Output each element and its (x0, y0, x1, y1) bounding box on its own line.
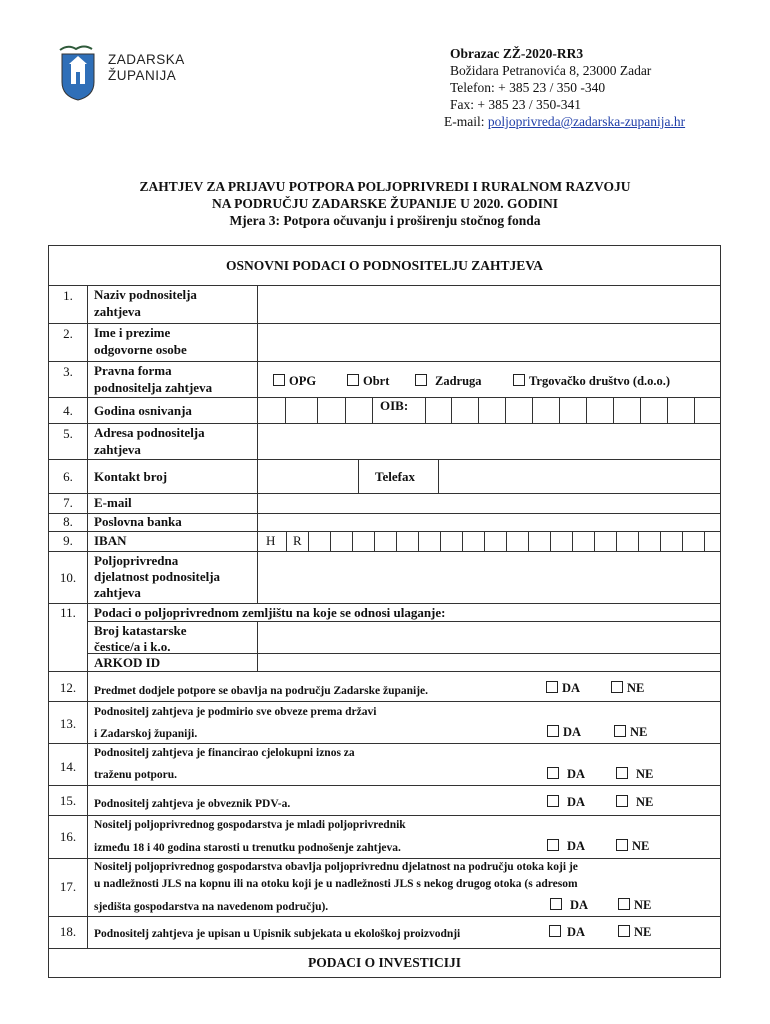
row-number: 5. (63, 426, 73, 441)
checkbox-icon[interactable] (611, 681, 623, 693)
q15-yes[interactable]: DA (547, 795, 585, 810)
question-text: u nadležnosti JLS na kopnu ili na otoku koji je u nadležnosti JLS s nekog drugog otoka (s adresom (94, 878, 578, 890)
row-number: 2. (63, 326, 73, 341)
field-label: Poslovna banka (94, 514, 182, 529)
title-line-3: Mjera 3: Potpora očuvanju i proširenju stočnog fonda (229, 213, 541, 228)
checkbox-icon[interactable] (618, 925, 630, 937)
question-text: Podnositelj zahtjeva je financirao cjelokupni iznos za (94, 747, 355, 759)
founding-year-input[interactable] (258, 398, 372, 423)
field-label: Naziv podnositelja (94, 287, 197, 302)
land-data-label: Podaci o poljoprivrednom zemljištu na koje se odnosi ulaganje: (94, 605, 446, 620)
question-text: i Zadarskoj županiji. (94, 728, 198, 740)
cadastral-parcel-input[interactable] (258, 622, 720, 653)
field-label: E-mail (94, 495, 132, 510)
email-input[interactable] (258, 494, 720, 513)
oib-input[interactable] (426, 398, 720, 423)
checkbox-icon[interactable] (513, 374, 525, 386)
q13-yes[interactable]: DA (547, 725, 581, 740)
question-text: Nositelj poljoprivrednog gospodarstva obavlja poljoprivrednu djelatnost na području otoka koji je (94, 861, 578, 873)
q15-no[interactable]: NE (616, 795, 653, 810)
email-link[interactable]: poljoprivreda@zadarska-zupanija.hr (487, 114, 686, 129)
bank-input[interactable] (258, 514, 720, 531)
field-label: Ime i prezime (94, 325, 171, 340)
q17-yes[interactable]: DA (550, 898, 588, 913)
field-label: ARKOD ID (94, 655, 161, 670)
q14-no[interactable]: NE (616, 767, 653, 782)
arkod-id-input[interactable] (258, 654, 720, 671)
section-investment-title: PODACI O INVESTICIJI (307, 955, 462, 970)
checkbox-icon[interactable] (546, 681, 558, 693)
checkbox-icon[interactable] (550, 898, 562, 910)
checkbox-icon[interactable] (549, 925, 561, 937)
field-label: zahtjeva (94, 585, 141, 600)
row-number: 17. (59, 879, 77, 894)
row-number: 10. (59, 570, 77, 585)
option-trgovacko-drustvo[interactable]: Trgovačko društvo (d.o.o.) (513, 374, 670, 389)
section-applicant-title: OSNOVNI PODACI O PODNOSITELJU ZAHTJEVA (225, 258, 544, 273)
option-obrt[interactable]: Obrt (347, 374, 389, 389)
row-number: 8. (63, 514, 73, 529)
telefax-input[interactable] (439, 460, 720, 493)
q16-no[interactable]: NE (616, 839, 649, 854)
row-number: 1. (63, 288, 73, 303)
checkbox-icon[interactable] (616, 767, 628, 779)
office-address: Božidara Petranovića 8, 23000 Zadar (450, 63, 652, 78)
row-number: 15. (59, 793, 77, 808)
row-number: 6. (63, 469, 73, 484)
activity-input[interactable] (258, 552, 720, 603)
iban-prefix-h: H (266, 533, 276, 548)
field-label: Poljoprivredna (94, 553, 179, 568)
q13-no[interactable]: NE (614, 725, 647, 740)
question-text: sjedišta gospodarstva na navedenom području). (94, 901, 329, 913)
row-number: 14. (59, 759, 77, 774)
logo-line-1: ZADARSKA (108, 52, 185, 67)
checkbox-icon[interactable] (547, 725, 559, 737)
title-line-2: NA PODRUČJU ZADARSKE ŽUPANIJE U 2020. GODINI (212, 196, 558, 211)
office-fax: Fax: + 385 23 / 350-341 (450, 97, 581, 112)
field-label: Adresa podnositelja (94, 425, 205, 440)
q14-yes[interactable]: DA (547, 767, 585, 782)
row-number: 13. (59, 716, 77, 731)
coat-of-arms-icon (56, 44, 100, 102)
title-line-1: ZAHTJEV ZA PRIJAVU POTPORA POLJOPRIVREDI I RURALNOM RAZVOJU (139, 179, 631, 194)
field-label: Pravna forma (94, 363, 172, 378)
field-label: zahtjeva (94, 304, 141, 319)
field-label: Broj katastarske (94, 623, 187, 638)
checkbox-icon[interactable] (614, 725, 626, 737)
option-zadruga[interactable]: Zadruga (415, 374, 482, 389)
row-number: 12. (59, 680, 77, 695)
checkbox-icon[interactable] (415, 374, 427, 386)
field-label: podnositelja zahtjeva (94, 380, 213, 395)
field-label: Kontakt broj (94, 469, 168, 484)
row-number: 11. (60, 605, 76, 620)
application-form-table (48, 245, 721, 978)
iban-prefix-r: R (293, 533, 302, 548)
row-number: 16. (59, 829, 77, 844)
checkbox-icon[interactable] (547, 795, 559, 807)
office-contact-block (444, 45, 686, 130)
field-label: Godina osnivanja (94, 403, 192, 418)
county-logo (56, 44, 191, 102)
checkbox-icon[interactable] (547, 767, 559, 779)
question-text: Nositelj poljoprivrednog gospodarstva je mladi poljoprivrednik (94, 819, 406, 831)
q17-no[interactable]: NE (618, 898, 651, 913)
question-text: Podnositelj zahtjeva je podmirio sve obveze prema državi (94, 706, 377, 718)
row-number: 3. (63, 364, 73, 379)
applicant-name-input[interactable] (258, 286, 720, 323)
iban-input[interactable] (309, 532, 720, 551)
checkbox-icon[interactable] (616, 839, 628, 851)
question-text: traženu potporu. (94, 769, 178, 781)
checkbox-icon[interactable] (616, 795, 628, 807)
form-code: Obrazac ZŽ-2020-RR3 (450, 46, 584, 61)
office-email (444, 113, 685, 130)
logo-line-2: ŽUPANIJA (108, 68, 177, 83)
email-label: E-mail: (444, 114, 488, 129)
checkbox-icon[interactable] (547, 839, 559, 851)
checkbox-icon[interactable] (273, 374, 285, 386)
q12-no[interactable]: NE (611, 681, 644, 696)
question-text: između 18 i 40 godina starosti u trenutku podnošenje zahtjeva. (94, 842, 401, 854)
document-title (0, 178, 770, 229)
q16-yes[interactable]: DA (547, 839, 585, 854)
office-phone: Telefon: + 385 23 / 350 -340 (450, 80, 606, 95)
address-input[interactable] (258, 424, 720, 459)
oib-label: OIB: (380, 398, 409, 413)
field-label: djelatnost podnositelja (94, 569, 221, 584)
responsible-person-input[interactable] (258, 324, 720, 361)
q18-yes[interactable]: DA (549, 925, 585, 940)
row-number: 7. (63, 495, 73, 510)
field-label: zahtjeva (94, 442, 141, 457)
field-label: odgovorne osobe (94, 342, 187, 357)
question-text: Predmet dodjele potpore se obavlja na području Zadarske županije. (94, 685, 429, 697)
q12-yes[interactable]: DA (546, 681, 580, 696)
option-opg[interactable]: OPG (273, 374, 316, 389)
q18-no[interactable]: NE (618, 925, 651, 940)
telefax-label: Telefax (375, 469, 415, 484)
checkbox-icon[interactable] (347, 374, 359, 386)
field-label: IBAN (94, 533, 127, 548)
checkbox-icon[interactable] (618, 898, 630, 910)
contact-number-input[interactable] (258, 460, 358, 493)
question-text: Podnositelj zahtjeva je obveznik PDV-a. (94, 798, 291, 810)
question-text: Podnositelj zahtjeva je upisan u Upisnik subjekata u ekološkoj proizvodnji (94, 928, 461, 940)
row-number: 9. (63, 533, 73, 548)
field-label: čestice/a i k.o. (94, 639, 171, 654)
row-number: 4. (63, 403, 73, 418)
row-number: 18. (59, 924, 77, 939)
